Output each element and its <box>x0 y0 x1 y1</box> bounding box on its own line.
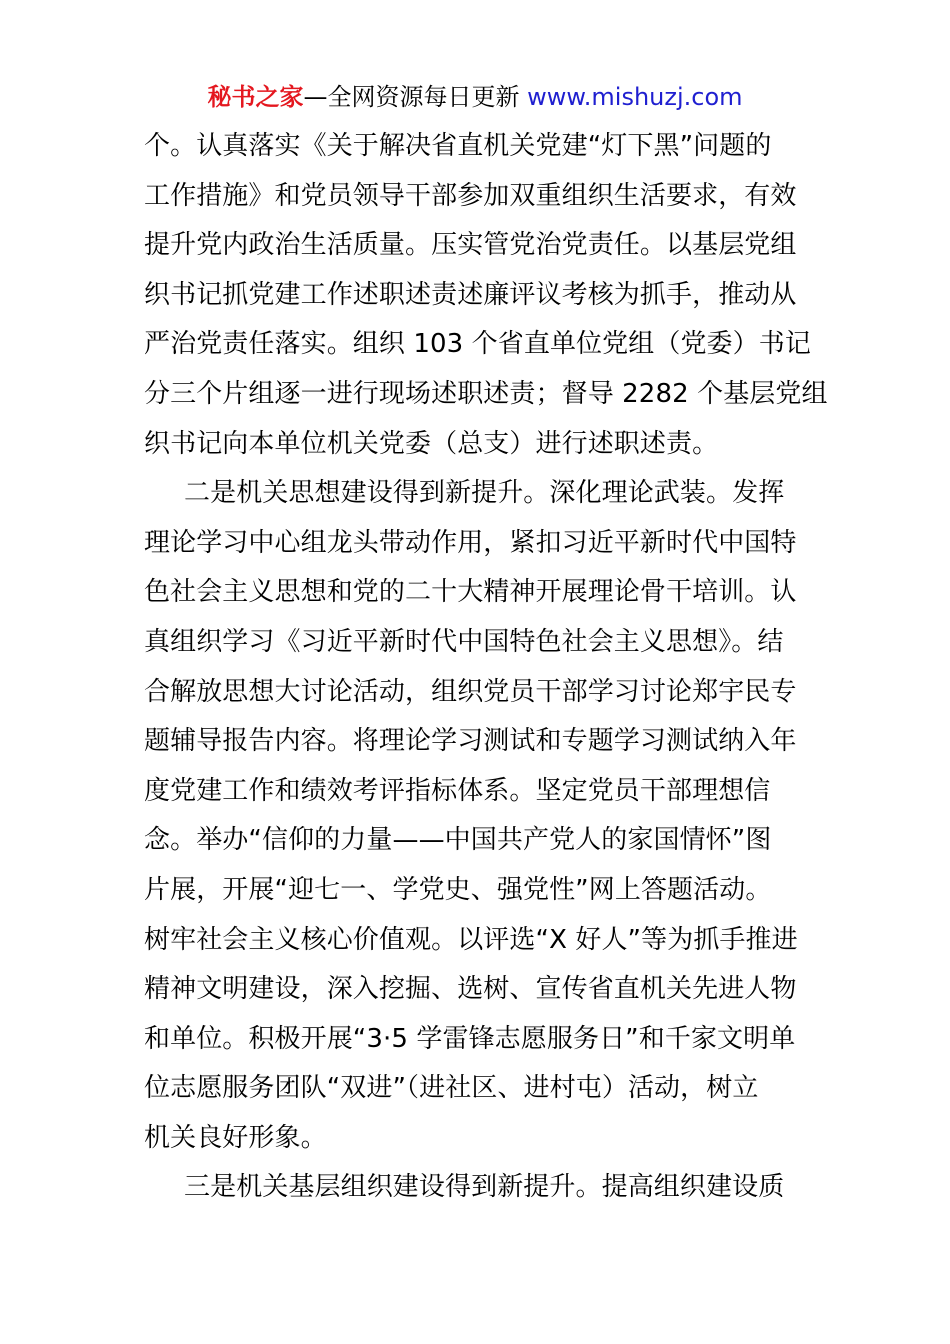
text-line: 精神文明建设，深入挖掘、选树、宣传省直机关先进人物 <box>144 974 797 1005</box>
text-line: 理论学习中心组龙头带动作用，紧扣习近平新时代中国特 <box>144 527 797 558</box>
text-line: 片展，开展“迎七一、学党史、强党性”网上答题活动。 <box>144 874 772 905</box>
text-line: 严治党责任落实。组织 103 个省直单位党组（党委）书记 <box>144 329 811 360</box>
text-line: 织书记抓党建工作述职述责述廉评议考核为抓手，推动从 <box>144 279 797 310</box>
text-line: 提升党内政治生活质量。压实管党治党责任。以基层党组 <box>144 230 797 261</box>
text-line: 机关良好形象。 <box>144 1122 327 1153</box>
paragraph-start-line: 三是机关基层组织建设得到新提升。提高组织建设质 <box>184 1172 785 1203</box>
text-line: 和单位。积极开展“3·5 学雷锋志愿服务日”和千家文明单 <box>144 1023 796 1054</box>
brand-name: 秘书之家 <box>207 83 304 111</box>
header-tagline: —全网资源每日更新 <box>303 83 528 111</box>
site-header <box>0 80 950 114</box>
text-line: 树牢社会主义核心价值观。以评选“X 好人”等为抓手推进 <box>144 924 798 955</box>
text-line: 合解放思想大讨论活动，组织党员干部学习讨论郑宇民专 <box>144 676 797 707</box>
text-line: 个。认真落实《关于解决省直机关党建“灯下黑”问题的 <box>144 131 772 161</box>
text-line: 度党建工作和绩效考评指标体系。坚定党员干部理想信 <box>144 775 771 806</box>
paragraph-start-line: 二是机关思想建设得到新提升。深化理论武装。发挥 <box>184 478 785 509</box>
text-line: 题辅导报告内容。将理论学习测试和专题学习测试纳入年 <box>144 726 797 757</box>
text-line: 念。举办“信仰的力量——中国共产党人的家国情怀”图 <box>144 825 772 856</box>
text-line: 色社会主义思想和党的二十大精神开展理论骨干培训。认 <box>144 577 797 608</box>
text-line: 位志愿服务团队“双进”（进社区、进村屯）活动，树立 <box>144 1073 759 1104</box>
text-line: 分三个片组逐一进行现场述职述责；督导 2282 个基层党组 <box>144 378 828 409</box>
document-body <box>144 122 828 1213</box>
text-line: 工作措施》和党员领导干部参加双重组织生活要求，有效 <box>144 180 797 211</box>
text-line: 织书记向本单位机关党委（总支）进行述职述责。 <box>144 428 719 459</box>
text-line: 真组织学习《习近平新时代中国特色社会主义思想》。结 <box>144 626 784 657</box>
site-url-link[interactable]: www.mishuzj.com <box>527 83 743 111</box>
